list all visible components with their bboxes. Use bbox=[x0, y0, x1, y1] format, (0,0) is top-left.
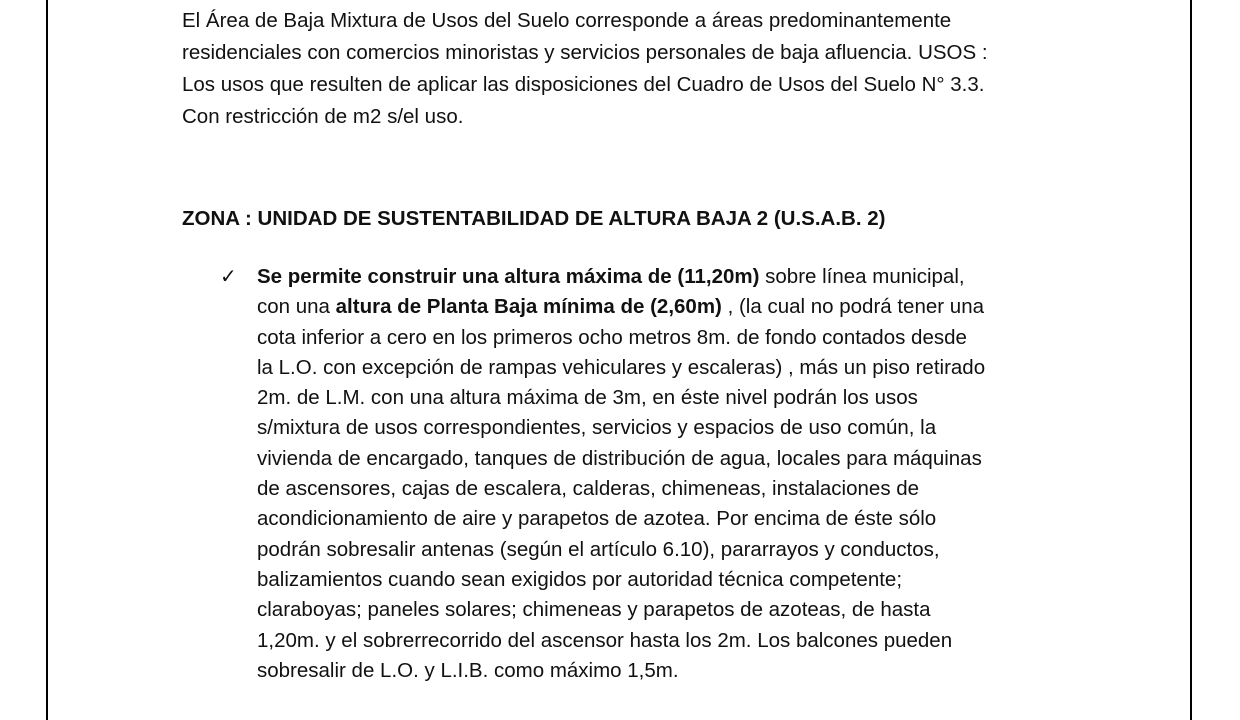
rule-paragraph bbox=[257, 262, 1117, 686]
rule-text: con una bbox=[257, 295, 336, 319]
rule-line: la L.O. con excepción de rampas vehiculares y escaleras) , más un piso retirado bbox=[257, 355, 986, 379]
rule-line: vivienda de encargado, tanques de distribución de agua, locales para máquinas bbox=[257, 446, 982, 470]
rule-line: balizamientos cuando sean exigidos por autoridad técnica competente; bbox=[257, 567, 903, 591]
page-border-left bbox=[46, 0, 48, 720]
rule-line: acondicionamiento de aire y parapetos de azotea. Por encima de éste sólo bbox=[257, 507, 937, 531]
intro-line: residenciales con comercios minoristas y servicios personales de baja afluencia. USOS : bbox=[182, 41, 988, 64]
rule-line: 2m. de L.M. con una altura máxima de 3m, en éste nivel podrán los usos bbox=[257, 386, 918, 410]
page-border-right bbox=[1190, 0, 1192, 720]
intro-line: Los usos que resulten de aplicar las disposiciones del Cuadro de Usos del Suelo N° 3.3. bbox=[182, 73, 985, 96]
intro-line: El Área de Baja Mixtura de Usos del Suelo corresponde a áreas predominantemente bbox=[182, 9, 952, 32]
checkmark-icon: ✓ bbox=[220, 266, 237, 288]
rule-line: s/mixtura de usos correspondientes, servicios y espacios de uso común, la bbox=[257, 416, 937, 440]
intro-paragraph bbox=[182, 5, 1082, 133]
rule-line bbox=[257, 292, 1117, 322]
rule-line: claraboyas; paneles solares; chimeneas y parapetos de azoteas, de hasta bbox=[257, 598, 931, 622]
rule-text: sobre línea municipal, bbox=[759, 265, 965, 288]
rule-line: de ascensores, cajas de escalera, calderas, chimeneas, instalaciones de bbox=[257, 477, 920, 501]
intro-line: Con restricción de m2 s/el uso. bbox=[182, 105, 464, 128]
rule-bold-text: altura de Planta Baja mínima de (2,60m) bbox=[335, 295, 722, 319]
rule-line bbox=[257, 262, 1117, 292]
rule-text: , (la cual no podrá tener una bbox=[721, 295, 984, 319]
zone-heading: ZONA : UNIDAD DE SUSTENTABILIDAD DE ALTURA BAJA 2 (U.S.A.B. 2) bbox=[182, 207, 886, 230]
rule-line: sobresalir de L.O. y L.I.B. como máximo 1,5m. bbox=[257, 658, 679, 682]
rule-line: podrán sobresalir antenas (según el artículo 6.10), pararrayos y conductos, bbox=[257, 537, 940, 561]
rule-line: 1,20m. y el sobrerrecorrido del ascensor hasta los 2m. Los balcones pueden bbox=[257, 628, 953, 652]
rule-bold-text: Se permite construir una altura máxima de (11,20m) bbox=[257, 265, 760, 288]
rule-line: cota inferior a cero en los primeros ocho metros 8m. de fondo contados desde bbox=[257, 325, 967, 349]
